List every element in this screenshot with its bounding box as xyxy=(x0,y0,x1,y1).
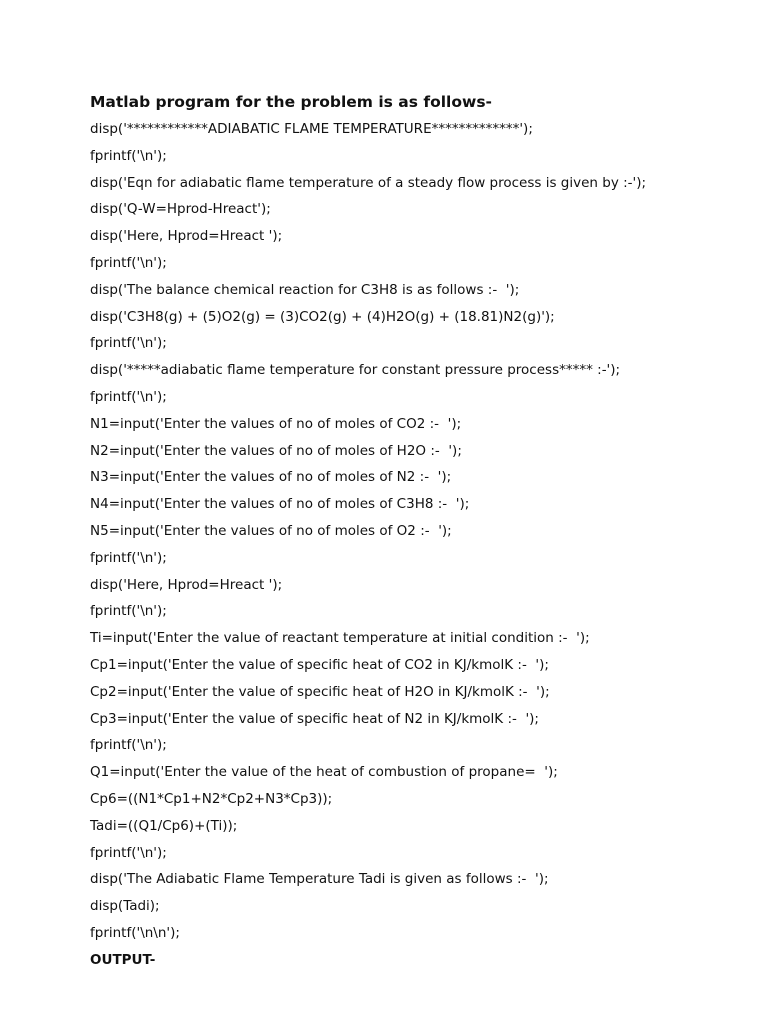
document-body xyxy=(90,89,750,974)
code-line: disp('Eqn for adiabatic flame temperature of a steady flow process is given by :-'); xyxy=(90,174,647,191)
code-line: disp('C3H8(g) + (5)O2(g) = (3)CO2(g) + (4)H2O(g) + (18.81)N2(g)'); xyxy=(90,308,555,325)
code-line: N1=input('Enter the values of no of moles of CO2 :- '); xyxy=(90,415,462,432)
code-line: Tadi=((Q1/Cp6)+(Ti)); xyxy=(90,817,238,834)
code-line: disp(Tadi); xyxy=(90,898,160,915)
code-line: disp('Here, Hprod=Hreact '); xyxy=(90,576,283,593)
code-line: disp('The balance chemical reaction for C3H8 is as follows :- '); xyxy=(90,281,520,298)
code-line: Cp1=input('Enter the value of specific heat of CO2 in KJ/kmolK :- '); xyxy=(90,656,549,673)
code-line: fprintf('\n'); xyxy=(90,737,167,754)
code-line: fprintf('\n'); xyxy=(90,335,167,352)
code-line: disp('Here, Hprod=Hreact '); xyxy=(90,228,283,245)
document-heading: Matlab program for the problem is as follows- xyxy=(90,93,492,111)
code-listing xyxy=(90,116,750,947)
code-line: Cp3=input('Enter the value of specific heat of N2 in KJ/kmolK :- '); xyxy=(90,710,539,727)
code-line: Q1=input('Enter the value of the heat of combustion of propane= '); xyxy=(90,764,558,781)
code-line: N3=input('Enter the values of no of moles of N2 :- '); xyxy=(90,469,452,486)
code-line: fprintf('\n'); xyxy=(90,549,167,566)
code-line: disp('The Adiabatic Flame Temperature Tadi is given as follows :- '); xyxy=(90,871,549,888)
code-line: N5=input('Enter the values of no of moles of O2 :- '); xyxy=(90,522,452,539)
code-line: fprintf('\n'); xyxy=(90,254,167,271)
code-line: N4=input('Enter the values of no of moles of C3H8 :- '); xyxy=(90,496,470,513)
code-line: fprintf('\n\n'); xyxy=(90,924,180,941)
code-line: disp('************ADIABATIC FLAME TEMPERATURE*************'); xyxy=(90,121,533,137)
code-line: Cp2=input('Enter the value of specific heat of H2O in KJ/kmolK :- '); xyxy=(90,683,550,700)
code-line: disp('*****adiabatic flame temperature for constant pressure process***** :-'); xyxy=(90,362,621,379)
code-line: disp('Q-W=Hprod-Hreact'); xyxy=(90,201,271,218)
code-line: fprintf('\n'); xyxy=(90,844,167,861)
code-line: fprintf('\n'); xyxy=(90,603,167,620)
code-line: fprintf('\n'); xyxy=(90,388,167,405)
code-line: Ti=input('Enter the value of reactant temperature at initial condition :- '); xyxy=(90,630,590,647)
output-heading: OUTPUT- xyxy=(90,951,156,968)
code-line: fprintf('\n'); xyxy=(90,147,167,164)
code-line: Cp6=((N1*Cp1+N2*Cp2+N3*Cp3)); xyxy=(90,790,333,807)
code-line: N2=input('Enter the values of no of moles of H2O :- '); xyxy=(90,442,462,459)
